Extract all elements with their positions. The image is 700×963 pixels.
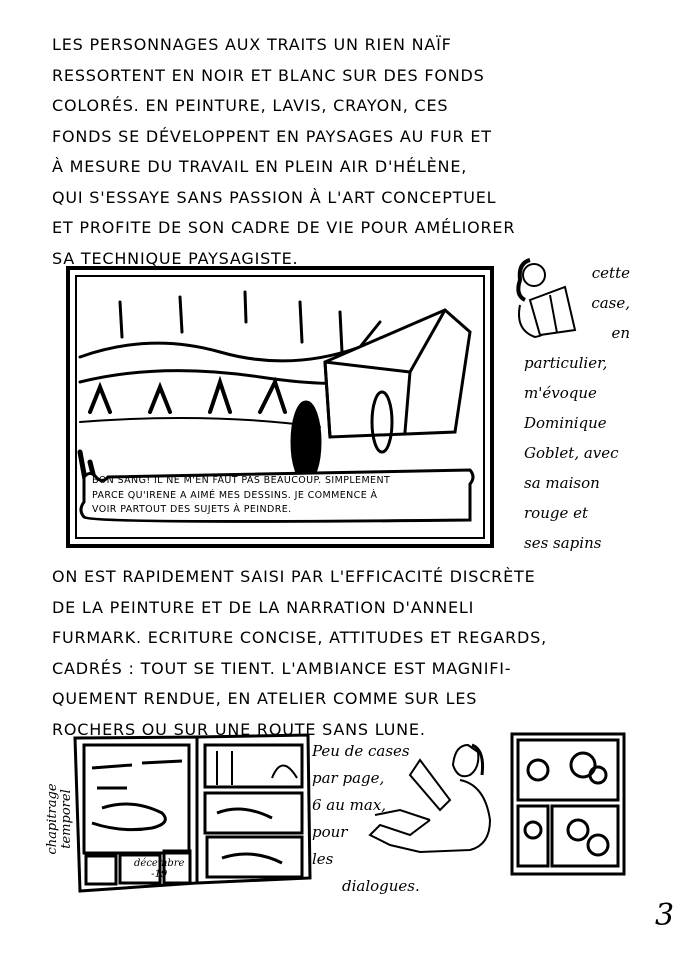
note-line: cette xyxy=(591,264,630,282)
chapter-note xyxy=(46,769,74,869)
date-caption xyxy=(134,858,184,880)
note-line: par page, xyxy=(312,769,385,787)
text-line: ET PROFITE DE SON CADRE DE VIE POUR AMÉLIORER xyxy=(52,218,516,237)
bubble-line: BON SANG! IL NE M'EN FAUT PAS BEAUCOUP. SIMPLEMENT xyxy=(92,475,391,486)
text-line: ROCHERS OU SUR UNE ROUTE SANS LUNE. xyxy=(52,719,426,739)
speech-bubble xyxy=(92,474,470,518)
text-line: ON EST RAPIDEMENT SAISI PAR L'EFFICACITÉ DISCRÈTE xyxy=(52,567,536,586)
note-line: Goblet, avec xyxy=(524,444,619,462)
text-line: RESSORTENT EN NOIR ET BLANC SUR DES FONDS xyxy=(52,65,485,85)
note-line: rouge et xyxy=(524,504,589,522)
note-line: les xyxy=(312,850,334,868)
note-line: case, xyxy=(591,294,630,312)
bubble-line: VOIR PARTOUT DES SUJETS À PEINDRE. xyxy=(92,504,292,515)
text-line: À MESURE DU TRAVAIL EN PLEIN AIR D'HÉLÈNE, xyxy=(52,157,468,176)
open-comic-drawing xyxy=(72,733,312,893)
note-line: ses sapins xyxy=(524,534,602,552)
note-line: temporel xyxy=(59,789,74,849)
text-line: SA TECHNIQUE PAYSAGISTE. xyxy=(52,248,299,268)
text-line: DE LA PEINTURE ET DE LA NARRATION D'ANNELI xyxy=(52,597,475,617)
side-note xyxy=(520,258,630,558)
note-line: m'évoque xyxy=(524,384,597,402)
note-line: décembre xyxy=(134,858,185,869)
review-paragraph xyxy=(52,562,662,745)
note-line: dialogues. xyxy=(342,877,420,895)
note-line: sa maison xyxy=(524,474,600,492)
text-line: FURMARK. ECRITURE CONCISE, ATTITUDES ET REGARDS, xyxy=(52,628,548,647)
text-line: COLORÉS. EN PEINTURE, LAVIS, CRAYON, CES xyxy=(52,96,449,115)
sitting-reader-drawing xyxy=(360,740,500,870)
text-line: LES PERSONNAGES AUX TRAITS UN RIEN NAÏF xyxy=(52,35,452,54)
comic-page-drawing xyxy=(508,730,628,878)
note-line: particulier, xyxy=(524,354,608,372)
note-line: Dominique xyxy=(524,414,607,432)
text-line: QUI S'ESSAYE SANS PASSION À L'ART CONCEPTUEL xyxy=(52,187,497,207)
note-line: pour xyxy=(312,823,348,841)
note-line: -19 xyxy=(151,869,168,880)
note-line: Peu de cases xyxy=(312,742,410,760)
text-line: QUEMENT RENDUE, EN ATELIER COMME SUR LES xyxy=(52,689,478,708)
note-line: 6 au max, xyxy=(312,796,387,814)
note-line: chapitrage xyxy=(45,783,60,855)
note-line: en xyxy=(611,324,630,342)
bubble-line: PARCE QU'IRENE A AIMÉ MES DESSINS. JE COMMENCE À xyxy=(92,489,378,501)
intro-paragraph xyxy=(52,30,662,274)
page-number: 3 xyxy=(655,898,675,933)
text-line: CADRÉS : TOUT SE TIENT. L'AMBIANCE EST MAGNIFI- xyxy=(52,658,512,678)
text-line: FONDS SE DÉVELOPPENT EN PAYSAGES AU FUR ET xyxy=(52,126,492,146)
